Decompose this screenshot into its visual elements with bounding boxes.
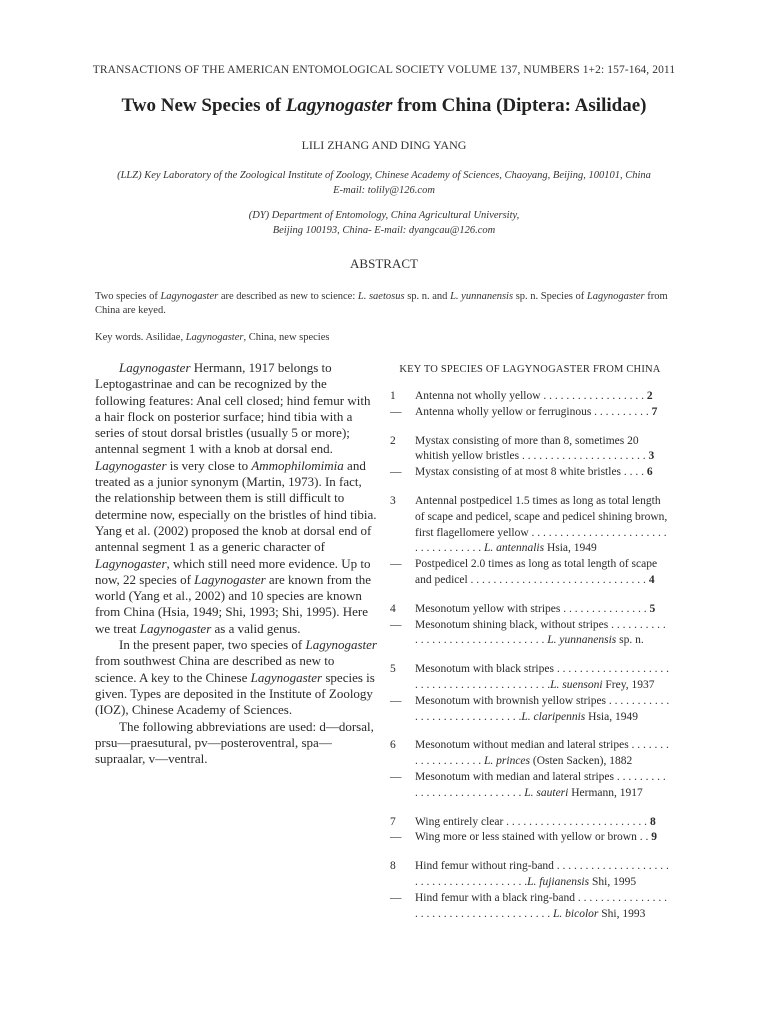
- key-entry-species: L. suensoni: [550, 678, 603, 691]
- abstract-t3: sp. n. and: [404, 291, 451, 302]
- key-entry-body: [415, 815, 670, 831]
- key-entry-body: [415, 389, 670, 405]
- key-entry-text: Mystax consisting of more than 8, sometimes 20 whitish yellow bristles . . . . . . . . . . . . . . . . . . . . . .: [415, 434, 649, 463]
- affiliation-dy-email: Beijing 100193, China- E-mail: dyangcau@126.com: [272, 224, 496, 236]
- key-list: [390, 389, 670, 922]
- key-entry-lead: 7: [651, 405, 658, 418]
- key-entry-author: sp. n.: [616, 634, 644, 647]
- key-entry-body: [415, 494, 670, 557]
- key-entry-lead: 5: [649, 602, 656, 615]
- genus-name: Lagynogaster: [95, 555, 167, 571]
- genus-name: Lagynogaster: [95, 457, 167, 473]
- key-entry: [390, 434, 670, 466]
- key-couplet: [390, 602, 670, 649]
- body-text: species is given. Types are deposited in the Institute of Zoology (IOZ), Chinese Academy of Sciences.: [95, 669, 375, 718]
- key-entry-body: [415, 738, 670, 770]
- key-entry-lead: 4: [648, 573, 655, 586]
- key-entry: [390, 557, 670, 589]
- key-entry-author: Hsia, 1949: [585, 710, 638, 723]
- key-entry: [390, 738, 670, 770]
- key-couplet: [390, 434, 670, 481]
- key-couplet: [390, 494, 670, 589]
- keywords-suffix: , China, new species: [243, 332, 330, 343]
- key-entry-text: Mesonotum without median and lateral stripes . . . . . . . . . . . . . . . . . . .: [415, 739, 669, 768]
- keywords: [95, 332, 670, 343]
- abstract-species-1: L. saetosus: [357, 291, 405, 302]
- key-entry-author: Shi, 1993: [598, 907, 646, 920]
- body-text: from southwest China are described as new to science. A key to the Chinese: [95, 653, 335, 685]
- abstract-species-2: L. yunnanensis: [450, 291, 514, 302]
- key-entry-dash: —: [390, 466, 402, 479]
- key-entry-text: Antenna wholly yellow or ferruginous . . . . . . . . . .: [415, 405, 652, 418]
- key-entry-body: [415, 694, 670, 726]
- body-paragraph-2: [95, 637, 378, 718]
- key-couplet: [390, 738, 670, 801]
- keywords-prefix: Key words. Asilidae,: [95, 332, 186, 343]
- body-text: In the present paper, two species of: [119, 637, 306, 653]
- key-entry-text: Mesonotum yellow with stripes . . . . . . . . . . . . . . .: [415, 602, 650, 615]
- key-entry: [390, 618, 670, 650]
- key-entry-number: 5: [390, 663, 396, 676]
- key-entry-text: Wing more or less stained with yellow or brown . .: [415, 831, 652, 844]
- genus-name: Lagynogaster: [139, 620, 212, 636]
- body-column: [95, 360, 378, 767]
- key-entry-body: [415, 770, 670, 802]
- key-entry-number: 7: [390, 815, 396, 828]
- key-entry: [390, 494, 670, 557]
- key-entry-species: L. sauteri: [524, 786, 569, 799]
- key-entry-dash: —: [390, 558, 402, 571]
- key-entry-author: Hermann, 1917: [568, 786, 643, 799]
- key-entry-text: Postpedicel 2.0 times as long as total length of scape and pedicel . . . . . . . . . . . . . . . . . . . . . . . . . . . . . . .: [415, 558, 658, 586]
- body-text: as a valid genus.: [211, 620, 301, 636]
- key-entry-text: Antenna not wholly yellow . . . . . . . . . . . . . . . . . .: [415, 390, 647, 402]
- key-entry-text: Antennal postpedicel 1.5 times as long as total length of scape and pedicel, scape and pedicel shining brown, first flagellomere yellow . . . . . . . . . . . . . . . . . . . . . . . . . . . . . . . . . . . .: [415, 494, 668, 555]
- affiliation-dy-address: (DY) Department of Entomology, China Agricultural University,: [248, 210, 520, 221]
- body-paragraph-1: [95, 360, 378, 637]
- key-entry: [390, 662, 670, 694]
- genus-name: Lagynogaster: [194, 571, 266, 587]
- body-text: , which still need more evidence. Up to now, 22 species of: [95, 555, 371, 587]
- key-entry-species: L. claripennis: [521, 710, 586, 723]
- key-entry-body: [415, 602, 670, 618]
- paper-title: [0, 95, 768, 117]
- abstract-t1: Two species of: [95, 291, 161, 302]
- species-key: [390, 356, 670, 935]
- key-entry-lead: 8: [649, 815, 656, 828]
- key-entry-body: [415, 830, 670, 846]
- key-entry: [390, 694, 670, 726]
- affiliation-dy: [0, 209, 768, 238]
- key-entry-text: Mesonotum with black stripes . . . . . . . . . . . . . . . . . . . . . . . . . . . . . . . . . . . . . . . . . . . .: [415, 663, 669, 691]
- key-entry-species: L. yunnanensis: [547, 634, 617, 647]
- key-entry-number: 3: [390, 494, 396, 507]
- key-entry-species: L. bicolor: [553, 907, 599, 920]
- key-entry-lead: 6: [646, 466, 653, 479]
- key-entry-dash: —: [390, 831, 402, 844]
- key-entry-lead: 2: [646, 390, 653, 402]
- key-entry: [390, 891, 670, 923]
- key-entry-text: Mesonotum with brownish yellow stripes . . . . . . . . . . . . . . . . . . . . . . . . . . . . . .: [415, 694, 670, 723]
- key-entry-species: L. antennalis: [484, 542, 545, 555]
- key-entry-text: Hind femur without ring-band . . . . . . . . . . . . . . . . . . . . . . . . . . . . . . . . . . . . . . . .: [415, 860, 669, 888]
- body-text: are known from the world (Yang et al., 2002) and 10 species are known from China (Hsia, 1949; Shi, 1993; Shi, 1995). Here we treat: [95, 571, 372, 636]
- abstract-text: [95, 290, 670, 317]
- key-entry-body: [415, 618, 670, 650]
- abstract-t2: are described as new to science:: [218, 291, 358, 302]
- journal-citation: TRANSACTIONS OF THE AMERICAN ENTOMOLOGICAL SOCIETY VOLUME 137, NUMBERS 1+2: 157-164, 2011: [92, 64, 676, 76]
- key-entry-author: Hsia, 1949: [544, 542, 597, 555]
- key-entry-lead: 9: [651, 831, 657, 844]
- affiliation-llz: [0, 169, 768, 198]
- key-entry-number: 2: [390, 434, 396, 447]
- abstract-t4: sp. n. Species of: [513, 291, 587, 302]
- key-entry: [390, 770, 670, 802]
- genus-name: Lagynogaster: [250, 669, 323, 685]
- body-text: Hermann, 1917 belongs to Leptogastrinae and can be recognized by the following features: Anal cell closed; hind femur with a hair flock on posterior surface; hind tibia with a series of stout dorsal bristles (usually 5 or more); antennal segment 1 with a knob at dorsal end.: [95, 360, 371, 457]
- key-couplet: [390, 859, 670, 922]
- key-entry: [390, 405, 670, 421]
- key-entry: [390, 815, 670, 831]
- keywords-genus: Lagynogaster: [185, 332, 244, 343]
- key-entry-body: [415, 859, 670, 891]
- key-entry: [390, 389, 670, 405]
- key-entry-text: Mesonotum shining black, without stripes . . . . . . . . . . . . . . . . . . . . . . . . . . . . . . . . .: [415, 618, 666, 647]
- key-couplet: [390, 389, 670, 421]
- key-entry-text: Hind femur with a black ring-band . . . . . . . . . . . . . . . . . . . . . . . . . . . . . . . . . . . . . . . .: [415, 891, 667, 920]
- key-entry-body: [415, 891, 670, 923]
- body-text: and treated as a junior synonym (Martin, 1973). In fact, the relationship between them is still difficult to determine now, especially on the bristles of hind tibia. Yang et al. (2002) proposed the knob at dorsal end of antennal segment 1 as a generic character of: [95, 457, 377, 555]
- key-entry: [390, 830, 670, 846]
- abstract-heading: ABSTRACT: [350, 256, 418, 271]
- key-entry-body: [415, 434, 670, 466]
- title-genus: Lagynogaster: [285, 95, 393, 116]
- key-entry-species: L. princes: [484, 755, 530, 768]
- key-entry-text: Mystax consisting of at most 8 white bristles . . . .: [415, 466, 647, 479]
- key-entry: [390, 859, 670, 891]
- key-entry-lead: 3: [648, 450, 655, 463]
- key-heading: KEY TO SPECIES OF LAGYNOGASTER FROM CHINA: [399, 364, 661, 375]
- affiliation-llz-email: E-mail: tolily@126.com: [333, 184, 435, 196]
- key-entry-dash: —: [390, 618, 402, 631]
- key-entry: [390, 465, 670, 481]
- key-entry-number: 6: [390, 739, 396, 752]
- authors: LILI ZHANG AND DING YANG: [301, 138, 467, 152]
- key-entry-body: [415, 662, 670, 694]
- key-couplet: [390, 662, 670, 725]
- key-entry-number: 8: [390, 860, 396, 873]
- title-suffix: from China (Diptera: Asilidae): [392, 95, 647, 116]
- title-prefix: Two New Species of: [121, 95, 286, 116]
- key-entry-author: (Osten Sacken), 1882: [530, 755, 633, 768]
- key-entry-body: [415, 465, 670, 481]
- affiliation-llz-address: (LLZ) Key Laboratory of the Zoological Institute of Zoology, Chinese Academy of Sciences, Chaoyang, Beijing, 100101, China: [117, 170, 651, 181]
- key-entry-dash: —: [390, 694, 402, 707]
- key-entry-number: 1: [390, 390, 396, 402]
- key-entry-author: Shi, 1995: [589, 875, 637, 888]
- genus-name: Lagynogaster: [119, 360, 191, 375]
- key-entry: [390, 602, 670, 618]
- genus-name: Ammophilomimia: [251, 457, 344, 473]
- key-entry-body: [415, 405, 670, 421]
- abstract-t5: from China are keyed.: [95, 291, 668, 316]
- key-entry-number: 4: [390, 602, 396, 615]
- body-text: is very close to: [166, 457, 252, 473]
- abstract-genus-2: Lagynogaster: [586, 291, 645, 302]
- genus-name: Lagynogaster: [305, 637, 377, 653]
- key-couplet: [390, 815, 670, 847]
- key-entry-text: Mesonotum with median and lateral stripes . . . . . . . . . . . . . . . . . . . . . . . . . . . .: [415, 770, 666, 799]
- key-entry-author: Frey, 1937: [602, 678, 655, 691]
- key-entry-dash: —: [390, 405, 402, 418]
- key-entry-dash: —: [390, 891, 402, 904]
- key-entry-text: Wing entirely clear . . . . . . . . . . . . . . . . . . . . . . . . .: [415, 815, 650, 828]
- body-paragraph-3: The following abbreviations are used: d—dorsal, prsu—praesutural, pv—posteroventral, spa—supraalar, v—ventral.: [95, 718, 374, 767]
- key-entry-dash: —: [390, 770, 402, 783]
- abstract-genus-1: Lagynogaster: [160, 291, 219, 302]
- key-entry-species: L. fujianensis: [527, 875, 590, 888]
- key-entry-body: [415, 557, 670, 589]
